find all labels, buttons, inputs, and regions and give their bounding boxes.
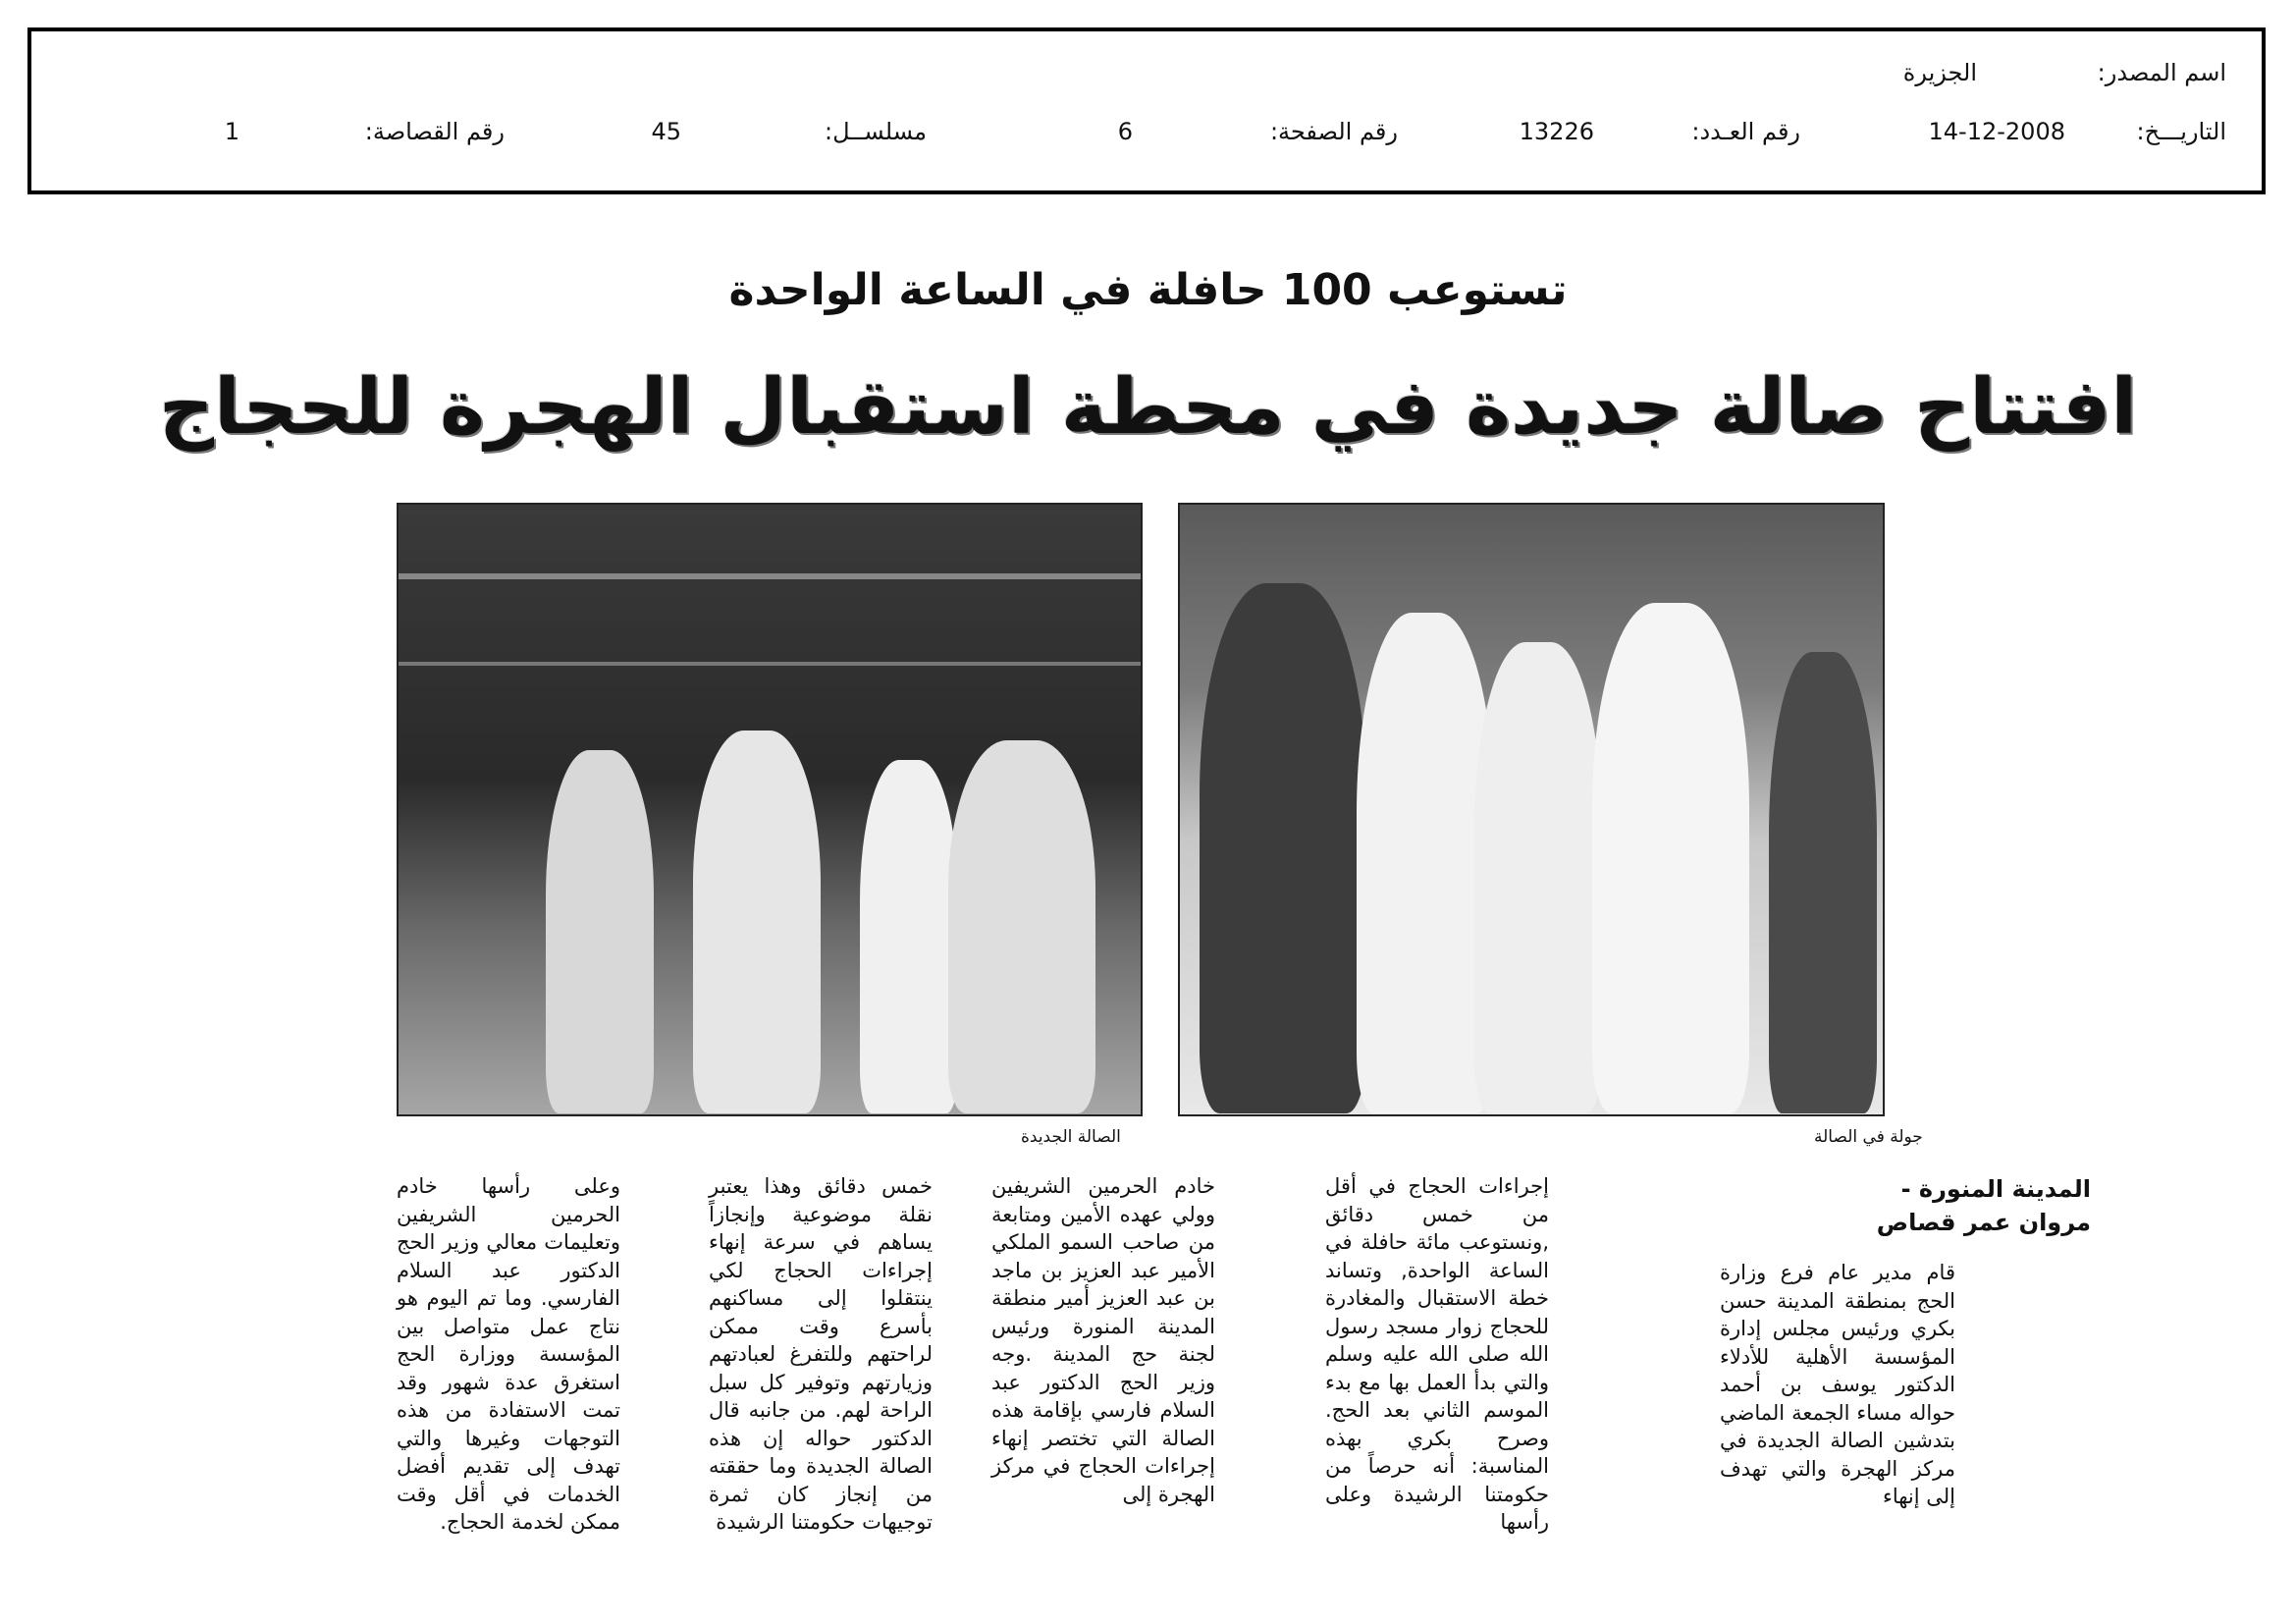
photo-figure bbox=[860, 760, 958, 1113]
serial-label: مسلســل: bbox=[825, 118, 927, 145]
new-hall-photo bbox=[397, 503, 1143, 1116]
clipping-value: 1 bbox=[224, 118, 240, 145]
metadata-row-details bbox=[31, 118, 2262, 157]
metadata-row-source bbox=[31, 59, 2262, 98]
photo-figure bbox=[693, 731, 821, 1113]
article-column-4: خمس دقائق وهذا يعتبر نقلة موضوعية وإنجازاً يساهم في سرعة إنهاء إجراءات الحجاج لكي ينتقلوا إلى مساكنهم بأسرع وقت ممكن لراحتهم وللتفرغ لعبادتهم وزيارتهم وتوفير كل سبل الراحة لهم. من جانبه قال الدكتور حواله إن هذه الصالة الجديدة وما حققته من إنجاز كان ثمرة توجيهات حكومتنا الرشيدة bbox=[709, 1174, 933, 1534]
date-value: 14-12-2008 bbox=[1928, 118, 2065, 145]
article-column-5: وعلى رأسها خادم الحرمين الشريفين وتعليمات معالي وزير الحج الدكتور عبد السلام الفارسي. وما تم اليوم هو نتاج عمل متواصل بين المؤسسة ووزارة الحج استغرق عدة شهور وقد تمت الاستفادة من هذه التوجهات وغيرها والتي تهدف إلى تقديم أفضل الخدمات في أقل وقت ممكن لخدمة الحجاج. bbox=[397, 1174, 620, 1534]
issue-label: رقم العـدد: bbox=[1691, 118, 1800, 145]
photo-figure bbox=[1474, 642, 1602, 1113]
photo-figure bbox=[1592, 603, 1749, 1113]
article-kicker: تستوعب 100 حافلة في الساعة الواحدة bbox=[728, 265, 1568, 315]
photo-figure bbox=[1200, 583, 1366, 1113]
serial-value: 45 bbox=[651, 118, 681, 145]
photo-figure bbox=[1357, 613, 1494, 1113]
photo-figure bbox=[1769, 652, 1877, 1113]
clipping-metadata-box bbox=[27, 27, 2266, 194]
hall-tour-caption: جولة في الصالة bbox=[1814, 1127, 1923, 1147]
photo-figure bbox=[546, 750, 654, 1113]
source-label: اسم المصدر: bbox=[2097, 59, 2226, 86]
article-column-3: خادم الحرمين الشريفين وولي عهده الأمين ومتابعة من صاحب السمو الملكي الأمير عبد العزيز بن ماجد بن عبد العزيز أمير منطقة المدينة المنورة ورئيس لجنة حج المدينة .وجه وزير الحج الدكتور عبد السلام فارسي بإقامة هذه الصالة التي تختصر إنهاء إجراءات الحجاج في مركز الهجرة إلى bbox=[991, 1174, 1215, 1506]
source-value: الجزيرة bbox=[1902, 59, 1977, 86]
article-headline: افتتاح صالة جديدة في محطة استقبال الهجرة للحجاج bbox=[158, 363, 2138, 452]
article-column-1: قام مدير عام فرع وزارة الحج بمنطقة المدينة حسن بكري ورئيس مجلس إدارة المؤسسة الأهلية للأدلاء الدكتور يوسف بن أحمد حواله مساء الجمعة الماضي بتدشين الصالة الجديدة في مركز الهجرة والتي تهدف إلى إنهاء bbox=[1720, 1261, 1955, 1508]
page-value: 6 bbox=[1117, 118, 1133, 145]
page-label: رقم الصفحة: bbox=[1269, 118, 1398, 145]
photo-roof-beam bbox=[399, 662, 1143, 666]
article-byline: المدينة المنورة - مروان عمر قصاص bbox=[1876, 1175, 2091, 1236]
photo-roof-beam bbox=[399, 573, 1143, 579]
new-hall-caption: الصالة الجديدة bbox=[1021, 1127, 1121, 1147]
photo-figure bbox=[948, 740, 1095, 1113]
clipping-label: رقم القصاصة: bbox=[364, 118, 505, 145]
article-column-2: إجراءات الحجاج في أقل من خمس دقائق ,ونستوعب مائة حافلة في الساعة الواحدة, وتساند خطة الاستقبال والمغادرة للحجاج زوار مسجد رسول الله صلى الله عليه وسلم والتي بدأ العمل بها مع بدء الموسم الثاني بعد الحج. وصرح بكري بهذه المناسبة: أنه حرصاً من حكومتنا الرشيدة وعلى رأسها bbox=[1325, 1174, 1549, 1534]
issue-value: 13226 bbox=[1519, 118, 1594, 145]
date-label: التاريـــخ: bbox=[2136, 118, 2226, 145]
hall-tour-photo bbox=[1178, 503, 1885, 1116]
